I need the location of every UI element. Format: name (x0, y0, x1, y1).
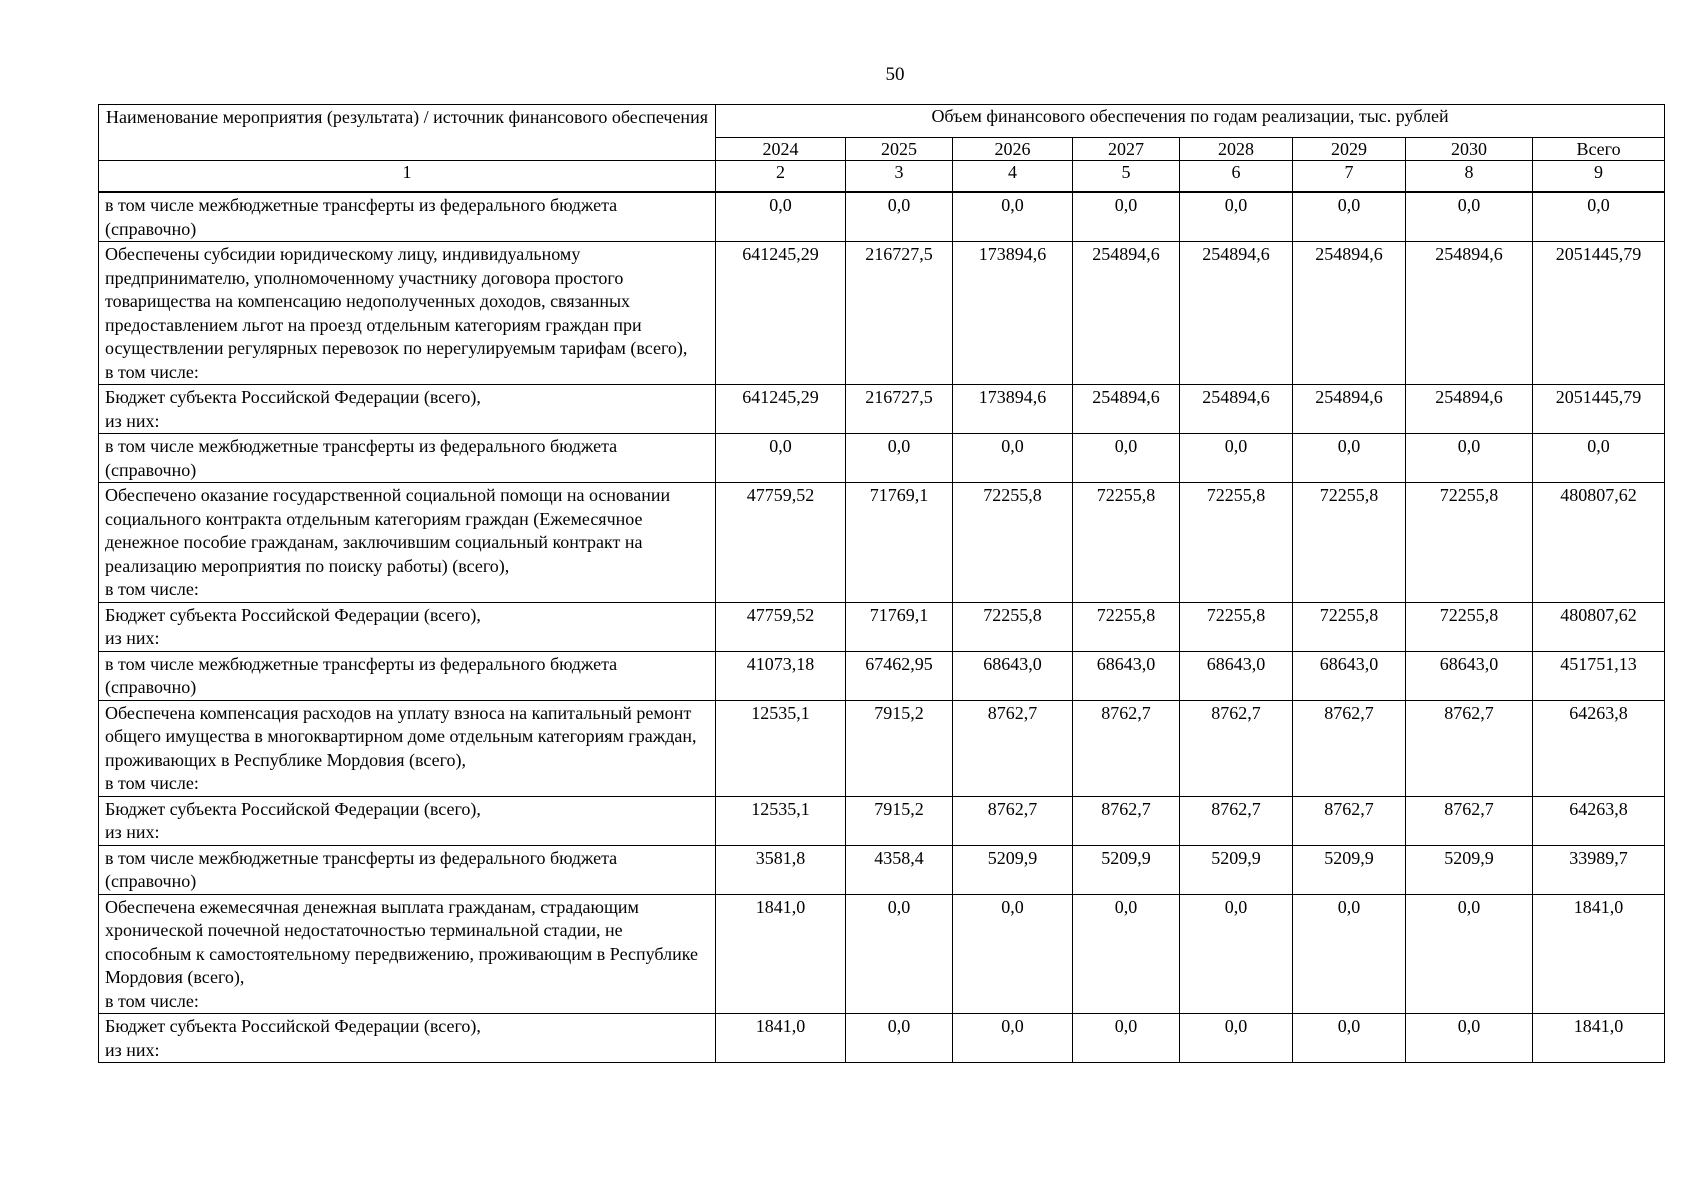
row-year-value: 72255,8 (1293, 602, 1406, 651)
row-total-value: 2051445,79 (1533, 242, 1665, 385)
table-row (99, 894, 1665, 1014)
row-year-value: 5209,9 (1293, 845, 1406, 894)
row-name: Обеспечена ежемесячная денежная выплата гражданам, страдающим хронической почечной недостаточностью терминальной стадии, не способным к самостоятельному передвижению, проживающим в Республике Мордовия (всего), в том числе: (99, 894, 716, 1014)
row-year-value: 8762,7 (1180, 700, 1293, 796)
row-year-value: 0,0 (846, 1014, 953, 1063)
year-header: 2027 (1073, 138, 1180, 161)
row-year-value: 7915,2 (846, 700, 953, 796)
row-year-value: 8762,7 (1180, 796, 1293, 845)
row-year-value: 72255,8 (953, 483, 1073, 603)
row-year-value: 8762,7 (953, 796, 1073, 845)
row-year-value: 0,0 (953, 894, 1073, 1014)
row-year-value: 254894,6 (1293, 385, 1406, 434)
row-year-value: 67462,95 (846, 651, 953, 700)
row-name: в том числе межбюджетные трансферты из федерального бюджета (справочно) (99, 192, 716, 242)
column-number: 2 (716, 161, 846, 193)
table-row (99, 796, 1665, 845)
row-year-value: 0,0 (1180, 894, 1293, 1014)
year-header: 2025 (846, 138, 953, 161)
row-year-value: 68643,0 (1293, 651, 1406, 700)
row-year-value: 0,0 (1180, 192, 1293, 242)
row-year-value: 12535,1 (716, 796, 846, 845)
column-number: 5 (1073, 161, 1180, 193)
row-year-value: 8762,7 (1073, 700, 1180, 796)
row-year-value: 173894,6 (953, 385, 1073, 434)
row-name: Бюджет субъекта Российской Федерации (всего), из них: (99, 1014, 716, 1063)
row-year-value: 8762,7 (1406, 796, 1533, 845)
row-year-value: 0,0 (1406, 192, 1533, 242)
row-year-value: 0,0 (1293, 434, 1406, 483)
row-year-value: 72255,8 (1406, 602, 1533, 651)
row-year-value: 8762,7 (1293, 700, 1406, 796)
row-total-value: 2051445,79 (1533, 385, 1665, 434)
row-total-value: 480807,62 (1533, 483, 1665, 603)
row-name: Обеспечено оказание государственной социальной помощи на основании социального контракта отдельным категориям граждан (Ежемесячное денежное пособие гражданам, заключившим социальный контракт на реализацию мероприятия по поиску работы) (всего), в том числе: (99, 483, 716, 603)
row-year-value: 641245,29 (716, 385, 846, 434)
table-row (99, 1014, 1665, 1063)
table-body (99, 192, 1665, 1063)
column-number: 1 (99, 161, 716, 193)
row-year-value: 68643,0 (1073, 651, 1180, 700)
header-row-group (99, 105, 1665, 138)
row-name: Бюджет субъекта Российской Федерации (всего), из них: (99, 796, 716, 845)
row-year-value: 5209,9 (953, 845, 1073, 894)
row-total-value: 64263,8 (1533, 700, 1665, 796)
table-row (99, 434, 1665, 483)
row-year-value: 0,0 (1406, 894, 1533, 1014)
year-header: 2030 (1406, 138, 1533, 161)
financing-group-header: Объем финансового обеспечения по годам реализации, тыс. рублей (716, 105, 1665, 138)
table-row (99, 242, 1665, 385)
name-column-header: Наименование мероприятия (результата) / источник финансового обеспечения (99, 105, 716, 161)
row-year-value: 5209,9 (1180, 845, 1293, 894)
table-row (99, 192, 1665, 242)
year-header: 2028 (1180, 138, 1293, 161)
row-year-value: 72255,8 (1073, 602, 1180, 651)
financing-table (98, 104, 1665, 1063)
row-year-value: 0,0 (1406, 434, 1533, 483)
row-year-value: 0,0 (1293, 894, 1406, 1014)
row-year-value: 0,0 (846, 192, 953, 242)
row-year-value: 0,0 (846, 894, 953, 1014)
row-year-value: 8762,7 (1406, 700, 1533, 796)
column-number: 6 (1180, 161, 1293, 193)
row-year-value: 47759,52 (716, 602, 846, 651)
row-year-value: 47759,52 (716, 483, 846, 603)
row-year-value: 1841,0 (716, 1014, 846, 1063)
table-row (99, 602, 1665, 651)
row-year-value: 641245,29 (716, 242, 846, 385)
row-year-value: 0,0 (716, 192, 846, 242)
row-year-value: 0,0 (1293, 192, 1406, 242)
row-name: в том числе межбюджетные трансферты из федерального бюджета (справочно) (99, 845, 716, 894)
row-year-value: 1841,0 (716, 894, 846, 1014)
row-year-value: 68643,0 (953, 651, 1073, 700)
column-number: 9 (1533, 161, 1665, 193)
year-header: 2024 (716, 138, 846, 161)
row-year-value: 0,0 (1406, 1014, 1533, 1063)
row-year-value: 0,0 (716, 434, 846, 483)
row-year-value: 0,0 (953, 1014, 1073, 1063)
row-total-value: 0,0 (1533, 192, 1665, 242)
table-row (99, 700, 1665, 796)
row-year-value: 254894,6 (1073, 385, 1180, 434)
row-year-value: 72255,8 (1073, 483, 1180, 603)
row-year-value: 0,0 (953, 434, 1073, 483)
table-row (99, 651, 1665, 700)
row-year-value: 254894,6 (1293, 242, 1406, 385)
row-year-value: 8762,7 (1293, 796, 1406, 845)
row-total-value: 33989,7 (1533, 845, 1665, 894)
row-total-value: 64263,8 (1533, 796, 1665, 845)
row-year-value: 216727,5 (846, 385, 953, 434)
column-number: 4 (953, 161, 1073, 193)
row-total-value: 451751,13 (1533, 651, 1665, 700)
row-year-value: 5209,9 (1073, 845, 1180, 894)
row-name: в том числе межбюджетные трансферты из федерального бюджета (справочно) (99, 651, 716, 700)
row-year-value: 5209,9 (1406, 845, 1533, 894)
row-total-value: 0,0 (1533, 434, 1665, 483)
row-name: Бюджет субъекта Российской Федерации (всего), из них: (99, 385, 716, 434)
row-year-value: 4358,4 (846, 845, 953, 894)
row-year-value: 0,0 (1073, 894, 1180, 1014)
row-year-value: 71769,1 (846, 483, 953, 603)
column-number: 7 (1293, 161, 1406, 193)
row-year-value: 7915,2 (846, 796, 953, 845)
row-year-value: 0,0 (953, 192, 1073, 242)
row-name: Бюджет субъекта Российской Федерации (всего), из них: (99, 602, 716, 651)
row-name: Обеспечены субсидии юридическому лицу, индивидуальному предпринимателю, уполномоченному участнику договора простого товарищества на компенсацию недополученных доходов, связанных предоставлением льгот на проезд отдельным категориям граждан при осуществлении регулярных перевозок по нерегулируемым тарифам (всего), в том числе: (99, 242, 716, 385)
row-year-value: 0,0 (1180, 434, 1293, 483)
row-year-value: 72255,8 (1180, 483, 1293, 603)
page-number: 50 (885, 64, 905, 85)
row-year-value: 0,0 (1073, 1014, 1180, 1063)
total-header: Всего (1533, 138, 1665, 161)
row-year-value: 12535,1 (716, 700, 846, 796)
row-year-value: 254894,6 (1180, 242, 1293, 385)
row-year-value: 254894,6 (1180, 385, 1293, 434)
column-number: 3 (846, 161, 953, 193)
column-number: 8 (1406, 161, 1533, 193)
year-header: 2029 (1293, 138, 1406, 161)
row-year-value: 0,0 (1073, 192, 1180, 242)
row-year-value: 72255,8 (953, 602, 1073, 651)
row-year-value: 254894,6 (1073, 242, 1180, 385)
row-year-value: 216727,5 (846, 242, 953, 385)
row-name: Обеспечена компенсация расходов на уплату взноса на капитальный ремонт общего имущества в многоквартирном доме отдельным категориям граждан, проживающих в Республике Мордовия (всего), в том числе: (99, 700, 716, 796)
row-total-value: 1841,0 (1533, 894, 1665, 1014)
year-header: 2026 (953, 138, 1073, 161)
row-year-value: 68643,0 (1180, 651, 1293, 700)
row-year-value: 41073,18 (716, 651, 846, 700)
table-row (99, 385, 1665, 434)
row-name: в том числе межбюджетные трансферты из федерального бюджета (справочно) (99, 434, 716, 483)
row-year-value: 71769,1 (846, 602, 953, 651)
row-year-value: 8762,7 (953, 700, 1073, 796)
row-year-value: 254894,6 (1406, 242, 1533, 385)
row-year-value: 3581,8 (716, 845, 846, 894)
row-year-value: 0,0 (1293, 1014, 1406, 1063)
table-row (99, 845, 1665, 894)
row-year-value: 0,0 (1073, 434, 1180, 483)
row-year-value: 173894,6 (953, 242, 1073, 385)
row-year-value: 254894,6 (1406, 385, 1533, 434)
row-total-value: 480807,62 (1533, 602, 1665, 651)
row-year-value: 0,0 (1180, 1014, 1293, 1063)
row-year-value: 72255,8 (1180, 602, 1293, 651)
row-year-value: 68643,0 (1406, 651, 1533, 700)
row-total-value: 1841,0 (1533, 1014, 1665, 1063)
row-year-value: 72255,8 (1406, 483, 1533, 603)
row-year-value: 8762,7 (1073, 796, 1180, 845)
row-year-value: 0,0 (846, 434, 953, 483)
column-number-row (99, 161, 1665, 193)
table-row (99, 483, 1665, 603)
row-year-value: 72255,8 (1293, 483, 1406, 603)
